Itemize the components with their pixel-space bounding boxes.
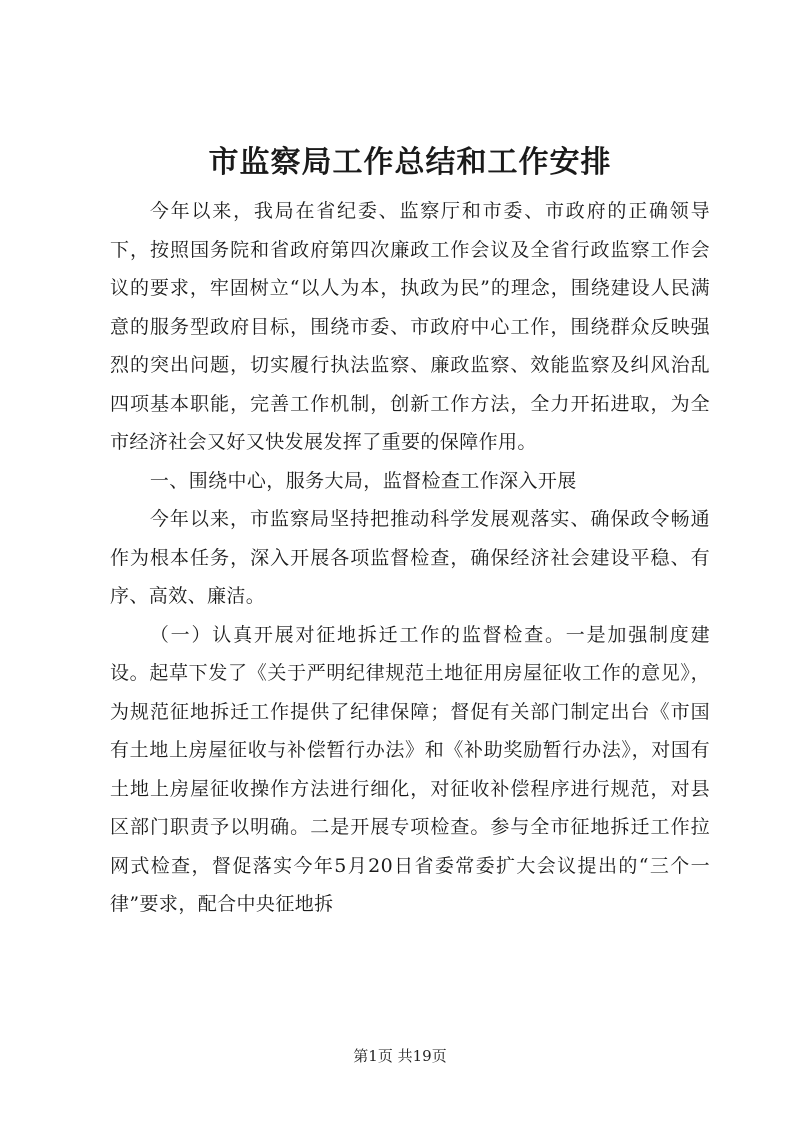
document-page [110, 138, 710, 924]
section-heading: 一、围绕中心，服务大局，监督检查工作深入开展 [149, 469, 577, 492]
document-title: 市监察局工作总结和工作安排 [208, 145, 612, 180]
section-paragraph: 今年以来，市监察局坚持把推动科学发展观落实、确保政令畅通作为根本任务，深入开展各项监督检查，确保经济社会建设平稳、有序、高效、廉洁。 [110, 508, 710, 607]
intro-paragraph: 今年以来，我局在省纪委、监察厅和市委、市政府的正确领导下，按照国务院和省政府第四次廉政工作会议及全省行政监察工作会议的要求，牢固树立“以人为本，执政为民”的理念，围绕建设人民满意的服务型政府目标，围绕市委、市政府中心工作，围绕群众反映强烈的突出问题，切实履行执法监察、廉政监察、效能监察及纠风治乱四项基本职能，完善工作机制，创新工作方法，全力开拓进取，为全市经济社会又好又快发展发挥了重要的保障作用。 [110, 200, 710, 453]
page-number-footer: 第1页 共19页 [353, 1047, 447, 1065]
subsection-paragraph: （一）认真开展对征地拆迁工作的监督检查。一是加强制度建设。起草下发了《关于严明纪律规范土地征用房屋征收工作的意见》，为规范征地拆迁工作提供了纪律保障；督促有关部门制定出台《市国有土地上房屋征收与补偿暂行办法》和《补助奖励暂行办法》，对国有土地上房屋征收操作方法进行细化，对征收补偿程序进行规范，对县区部门职责予以明确。二是开展专项检查。参与全市征地拆迁工作拉网式检查，督促落实今年5月20日省委常委扩大会议提出的“三个一律”要求，配合中央征地拆 [110, 623, 710, 915]
